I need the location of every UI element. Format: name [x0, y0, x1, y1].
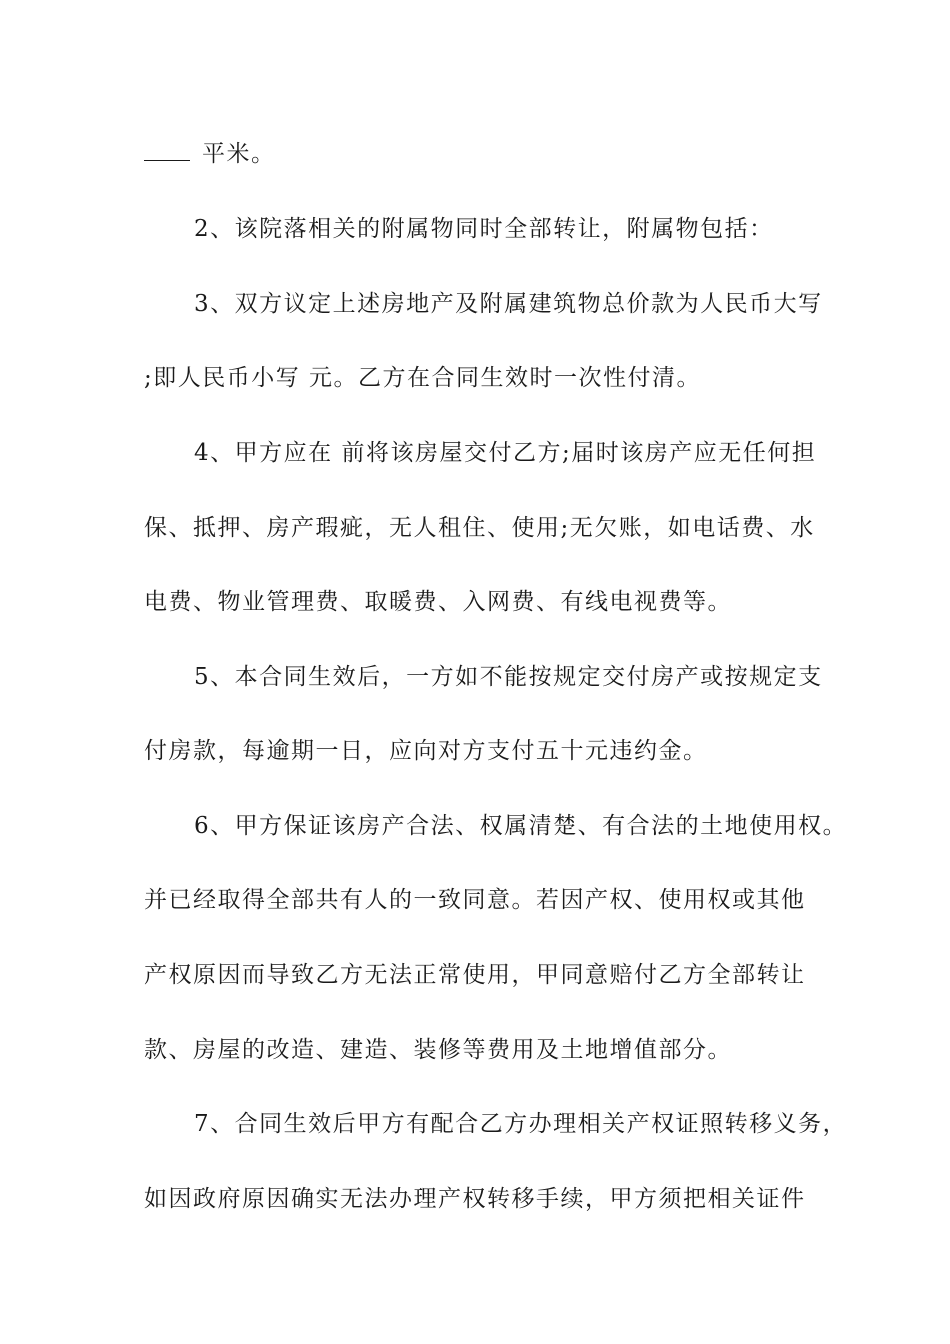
text-line: 付房款，每逾期一日，应向对方支付五十元违约金。 — [144, 738, 708, 764]
clause-4: 4、甲方应在 前将该房屋交付乙方;届时该房产应无任何担 — [194, 440, 817, 466]
clause-5: 5、本合同生效后，一方如不能按规定交付房产或按规定支 — [194, 664, 823, 690]
clause-2: 2、该院落相关的附属物同时全部转让，附属物包括： — [194, 216, 774, 242]
text-line: ;即人民币小写 元。乙方在合同生效时一次性付清。 — [144, 365, 702, 391]
text-line: 产权原因而导致乙方无法正常使用，甲同意赔付乙方全部转让 — [144, 962, 806, 988]
clause-3: 3、双方议定上述房地产及附属建筑物总价款为人民币大写 — [194, 291, 823, 317]
fill-in-blank — [144, 136, 190, 161]
text-line: 如因政府原因确实无法办理产权转移手续，甲方须把相关证件 — [144, 1186, 806, 1212]
text-line: 电费、物业管理费、取暖费、入网费、有线电视费等。 — [144, 589, 732, 615]
text-line: 并已经取得全部共有人的一致同意。若因产权、使用权或其他 — [144, 887, 806, 913]
text-line: 保、抵押、房产瑕疵，无人租住、使用;无欠账，如电话费、水 — [144, 515, 815, 541]
text-line: 平米。 — [144, 134, 950, 174]
clause-6: 6、甲方保证该房产合法、权属清楚、有合法的土地使用权。 — [194, 813, 848, 839]
text-line: 款、房屋的改造、建造、装修等费用及土地增值部分。 — [144, 1037, 732, 1063]
clause-7: 7、合同生效后甲方有配合乙方办理相关产权证照转移义务， — [194, 1111, 848, 1137]
